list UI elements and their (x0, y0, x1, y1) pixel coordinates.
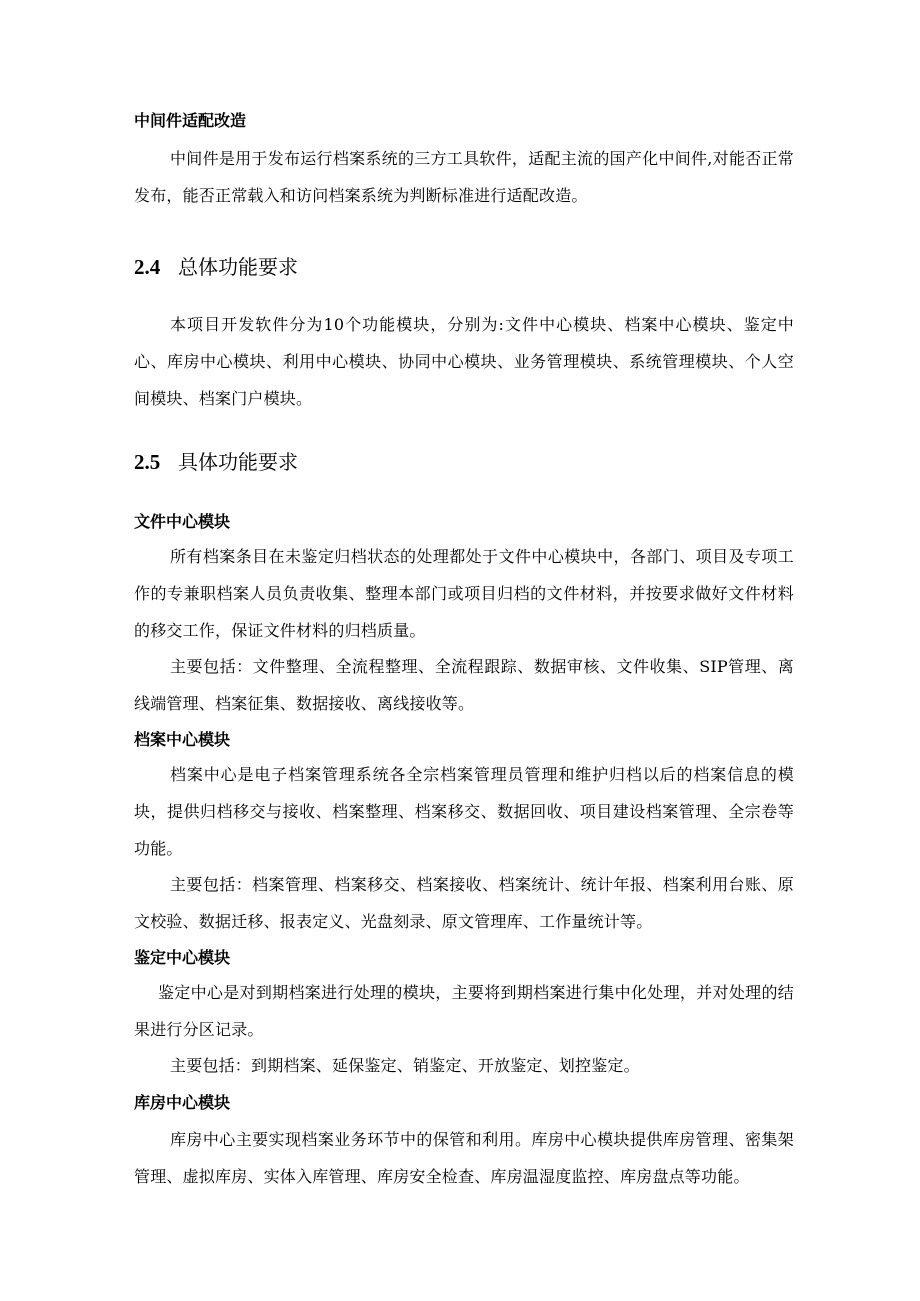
archive-center-heading: 档案中心模块 (134, 730, 231, 749)
middleware-heading: 中间件适配改造 (134, 111, 247, 130)
section-2-4-heading (134, 254, 298, 280)
section-2-5-number: 2.5 (134, 450, 161, 474)
archive-center-includes: 主要包括：档案管理、档案移交、档案接收、档案统计、统计年报、档案利用台账、原文校验、数据迁移、报表定义、光盘刻录、原文管理库、工作量统计等。 (134, 875, 794, 931)
file-center-body: 所有档案条目在未鉴定归档状态的处理都处于文件中心模块中，各部门、项目及专项工作的专兼职档案人员负责收集、整理本部门或项目归档的文件材料，并按要求做好文件材料的移交工作，保证文件材料的归档质量。 (134, 547, 794, 640)
section-2-5-title: 具体功能要求 (178, 450, 298, 474)
appraisal-center-includes: 主要包括：到期档案、延保鉴定、销鉴定、开放鉴定、划控鉴定。 (170, 1056, 640, 1075)
appraisal-center-heading: 鉴定中心模块 (134, 948, 231, 967)
warehouse-center-heading: 库房中心模块 (134, 1093, 231, 1112)
file-center-heading: 文件中心模块 (134, 512, 231, 531)
file-center-includes: 主要包括：文件整理、全流程整理、全流程跟踪、数据审核、文件收集、SIP管理、离线端管理、档案征集、数据接收、离线接收等。 (134, 657, 794, 713)
section-2-4-title: 总体功能要求 (178, 255, 298, 279)
appraisal-center-body: 鉴定中心是对到期档案进行处理的模块，主要将到期档案进行集中化处理，并对处理的结果进行分区记录。 (134, 983, 794, 1039)
section-2-4-number: 2.4 (134, 255, 161, 279)
section-2-5-heading (134, 449, 298, 475)
archive-center-body: 档案中心是电子档案管理系统各全宗档案管理员管理和维护归档以后的档案信息的模块，提供归档移交与接收、档案整理、档案移交、数据回收、项目建设档案管理、全宗卷等功能。 (134, 765, 794, 858)
section-2-4-body: 本项目开发软件分为10个功能模块，分别为:文件中心模块、档案中心模块、鉴定中心、库房中心模块、利用中心模块、协同中心模块、业务管理模块、系统管理模块、个人空间模块、档案门户模块。 (134, 315, 794, 408)
warehouse-center-body: 库房中心主要实现档案业务环节中的保管和利用。库房中心模块提供库房管理、密集架管理、虚拟库房、实体入库管理、库房安全检查、库房温湿度监控、库房盘点等功能。 (134, 1130, 794, 1186)
middleware-body: 中间件是用于发布运行档案系统的三方工具软件，适配主流的国产化中间件,对能否正常发布，能否正常载入和访问档案系统为判断标准进行适配改造。 (134, 149, 794, 205)
